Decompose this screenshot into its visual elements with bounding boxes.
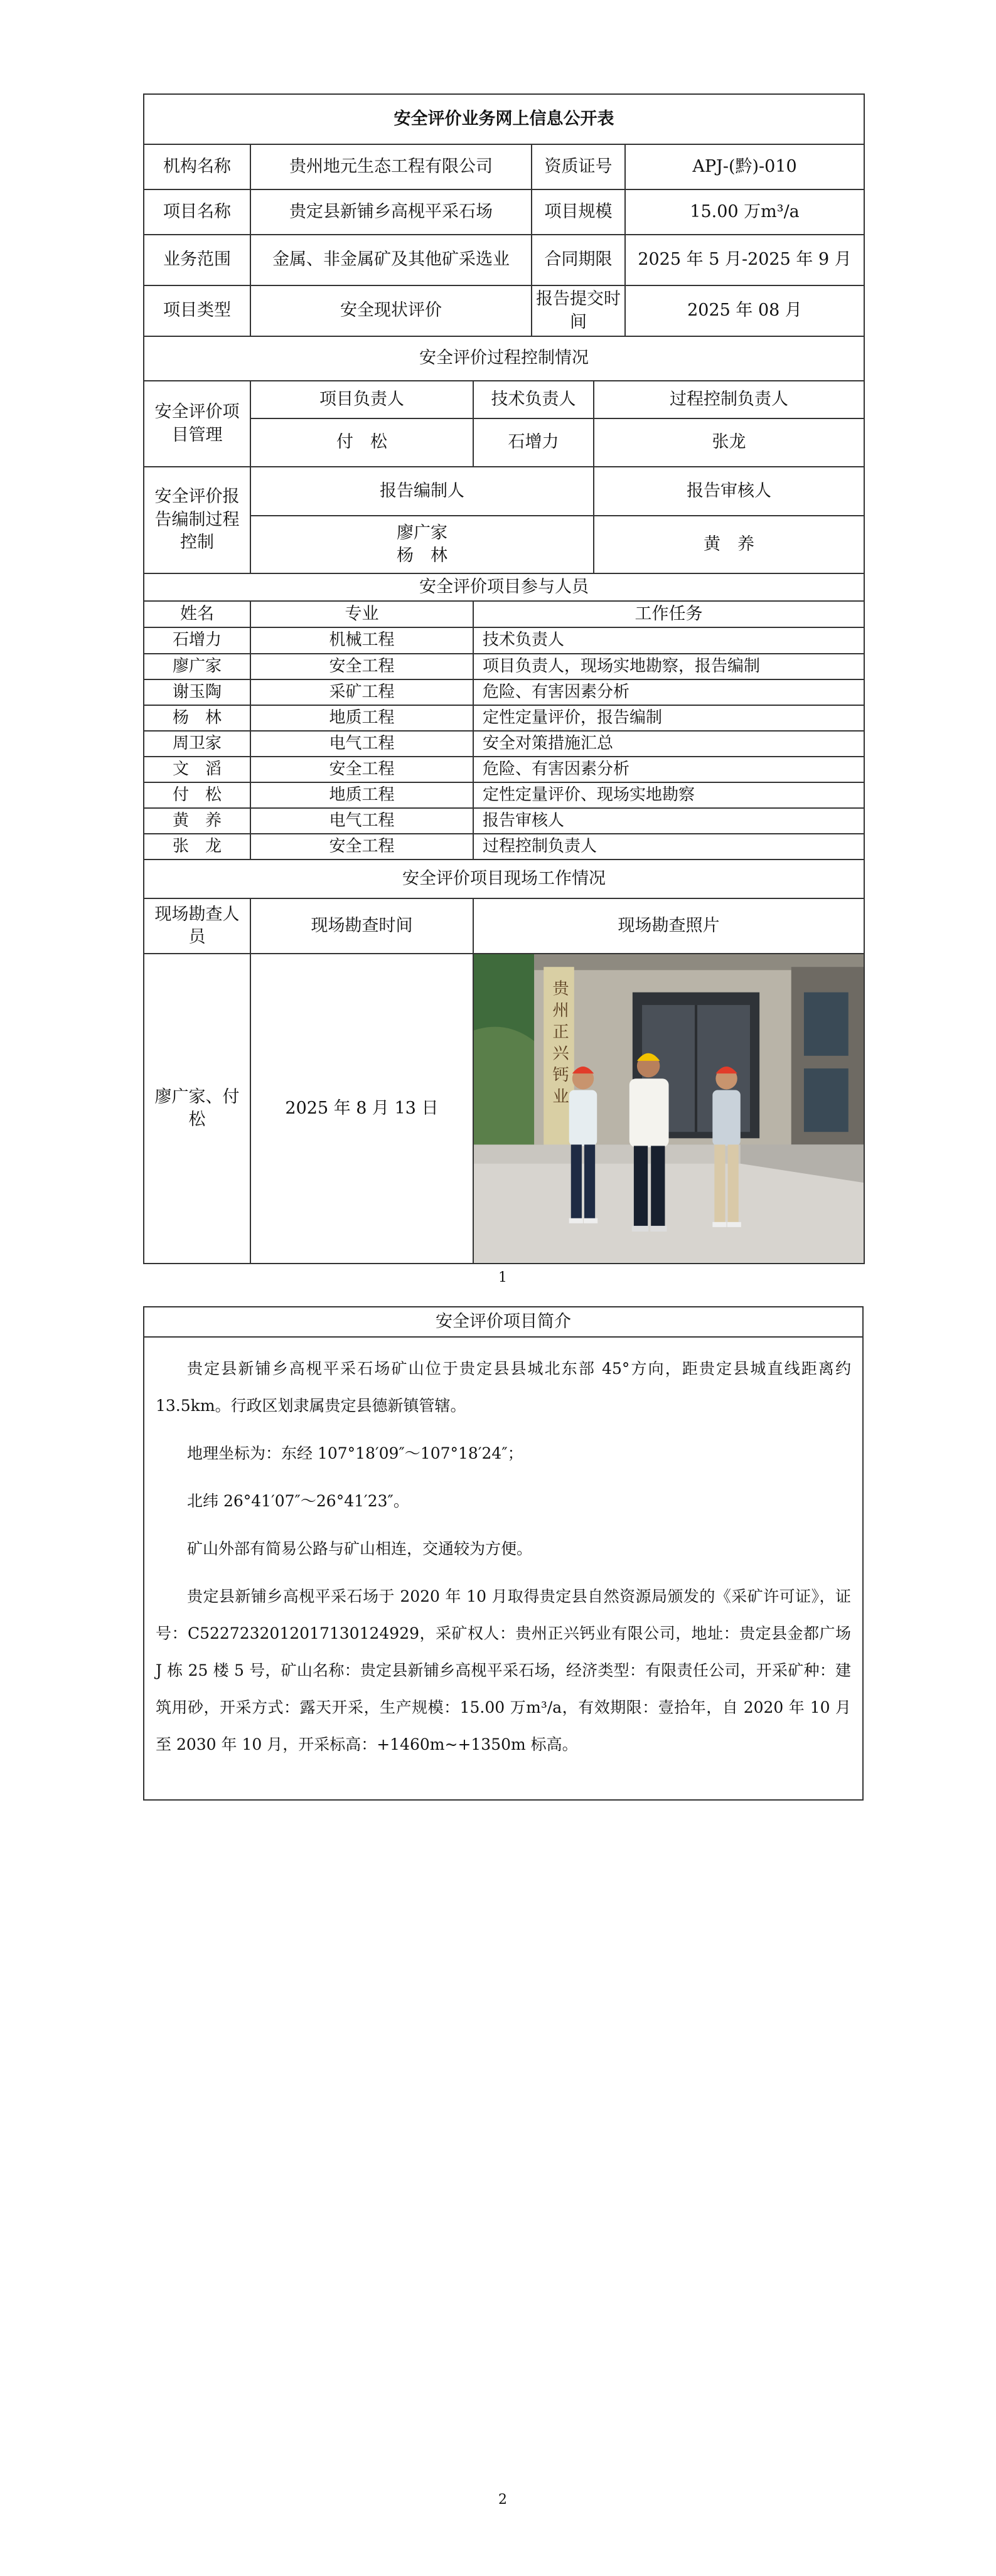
site-inspection-photo <box>474 954 864 1263</box>
project-label: 项目名称 <box>144 189 250 235</box>
participant-name: 付 松 <box>144 782 250 808</box>
intro-title: 安全评价项目简介 <box>144 1307 863 1337</box>
participant-row <box>144 808 864 834</box>
table-title: 安全评价业务网上信息公开表 <box>144 94 864 144</box>
scale-label: 项目规模 <box>532 189 625 235</box>
participants-header-major: 专业 <box>250 601 473 627</box>
mgmt-header-tech: 技术负责人 <box>473 381 594 418</box>
mgmt-value-leader: 付 松 <box>250 418 473 467</box>
project-value: 贵定县新铺乡高枧平采石场 <box>250 189 532 235</box>
site-section-title: 安全评价项目现场工作情况 <box>144 860 864 898</box>
cert-value: APJ-(黔)-010 <box>625 144 864 189</box>
intro-paragraph-license: 贵定县新铺乡高枧平采石场于 2020 年 10 月取得贵定县自然资源局颁发的《采矿许可证》，证号：C5227232012017130124929，采矿权人：贵州正兴钙业有限公司，地址：贵定县金都广场 J 栋 25 楼 5 号，矿山名称：贵定县新铺乡高枧平采石场，经济类型：有限责任公司，开采矿种：建筑用砂，开采方式：露天开采，生产规模：15.00 万m³/a，有效期限：壹拾年，自 2020 年 10 月至 2030 年 10 月，开采标高：+1460m~+1350m 标高。 <box>156 1587 851 1754</box>
project-intro-table <box>143 1306 864 1801</box>
mgmt-value-tech: 石增力 <box>473 418 594 467</box>
participant-row <box>144 679 864 705</box>
intro-body <box>144 1337 863 1800</box>
site-header-date: 现场勘查时间 <box>250 898 473 954</box>
report-ctrl-label: 安全评价报告编制过程控制 <box>144 467 250 573</box>
participant-task: 定性定量评价，报告编制 <box>473 705 864 731</box>
report-author-2: 杨 林 <box>397 546 447 565</box>
intro-paragraph-coords-north: 北纬 26°41′07″～26°41′23″。 <box>187 1492 409 1510</box>
participant-row <box>144 705 864 731</box>
type-value: 安全现状评价 <box>250 285 532 336</box>
mgmt-label: 安全评价项目管理 <box>144 381 250 467</box>
participant-task: 定性定量评价、现场实地勘察 <box>473 782 864 808</box>
report-author-1: 廖广家 <box>397 523 447 543</box>
participant-task: 报告审核人 <box>473 808 864 834</box>
photo-sign <box>550 980 569 1109</box>
intro-paragraph-location: 贵定县新铺乡高枧平采石场矿山位于贵定县县城北东部 45°方向，距贵定县城直线距离约 13.5km。行政区划隶属贵定县德新镇管辖。 <box>156 1360 851 1415</box>
report-date-label: 报告提交时间 <box>532 285 625 336</box>
contract-value: 2025 年 5 月-2025 年 9 月 <box>625 235 864 285</box>
report-authors <box>250 516 594 573</box>
participant-row <box>144 757 864 782</box>
info-disclosure-table <box>143 93 865 1264</box>
participant-task: 过程控制负责人 <box>473 834 864 860</box>
org-label: 机构名称 <box>144 144 250 189</box>
participants-section-title: 安全评价项目参与人员 <box>144 573 864 601</box>
participant-major: 安全工程 <box>250 757 473 782</box>
participant-name: 廖广家 <box>144 654 250 679</box>
participant-major: 电气工程 <box>250 808 473 834</box>
participant-name: 周卫家 <box>144 731 250 757</box>
site-photo-cell <box>473 954 864 1264</box>
participant-name: 文 滔 <box>144 757 250 782</box>
participant-name: 张 龙 <box>144 834 250 860</box>
site-people: 廖广家、付松 <box>144 954 250 1264</box>
photo-sign-text: 贵州正兴钙业 <box>549 979 569 1110</box>
scope-label: 业务范围 <box>144 235 250 285</box>
process-section-title: 安全评价过程控制情况 <box>144 336 864 381</box>
mgmt-value-process: 张龙 <box>594 418 864 467</box>
participant-major: 安全工程 <box>250 654 473 679</box>
participant-major: 安全工程 <box>250 834 473 860</box>
contract-label: 合同期限 <box>532 235 625 285</box>
org-value: 贵州地元生态工程有限公司 <box>250 144 532 189</box>
intro-paragraph-coords-east: 地理坐标为：东经 107°18′09″～107°18′24″； <box>187 1444 523 1462</box>
participant-task: 项目负责人，现场实地勘察，报告编制 <box>473 654 864 679</box>
participant-task: 安全对策措施汇总 <box>473 731 864 757</box>
intro-paragraph-traffic: 矿山外部有简易公路与矿山相连，交通较为方便。 <box>187 1540 533 1558</box>
mgmt-header-process: 过程控制负责人 <box>594 381 864 418</box>
participant-major: 采矿工程 <box>250 679 473 705</box>
participant-major: 机械工程 <box>250 627 473 653</box>
participant-row <box>144 654 864 679</box>
report-reviewer: 黄 养 <box>594 516 864 573</box>
participant-task: 技术负责人 <box>473 627 864 653</box>
page-number-2: 2 <box>498 2492 507 2508</box>
participant-major: 电气工程 <box>250 731 473 757</box>
mgmt-header-leader: 项目负责人 <box>250 381 473 418</box>
participant-major: 地质工程 <box>250 705 473 731</box>
participant-task: 危险、有害因素分析 <box>473 679 864 705</box>
report-reviewer-header: 报告审核人 <box>594 467 864 516</box>
type-label: 项目类型 <box>144 285 250 336</box>
participant-major: 地质工程 <box>250 782 473 808</box>
site-header-photo: 现场勘查照片 <box>473 898 864 954</box>
participant-row <box>144 834 864 860</box>
participant-name: 杨 林 <box>144 705 250 731</box>
participant-row <box>144 731 864 757</box>
page-number-1: 1 <box>498 1270 507 1285</box>
report-date-value: 2025 年 08 月 <box>625 285 864 336</box>
site-date: 2025 年 8 月 13 日 <box>250 954 473 1264</box>
participant-name: 谢玉陶 <box>144 679 250 705</box>
participants-header-name: 姓名 <box>144 601 250 627</box>
participant-name: 黄 养 <box>144 808 250 834</box>
participants-header-task: 工作任务 <box>473 601 864 627</box>
cert-label: 资质证号 <box>532 144 625 189</box>
participant-name: 石增力 <box>144 627 250 653</box>
scale-value: 15.00 万m³/a <box>625 189 864 235</box>
scope-value: 金属、非金属矿及其他矿采选业 <box>250 235 532 285</box>
report-author-header: 报告编制人 <box>250 467 594 516</box>
participant-task: 危险、有害因素分析 <box>473 757 864 782</box>
participant-row <box>144 627 864 653</box>
site-header-people: 现场勘查人员 <box>144 898 250 954</box>
participant-row <box>144 782 864 808</box>
